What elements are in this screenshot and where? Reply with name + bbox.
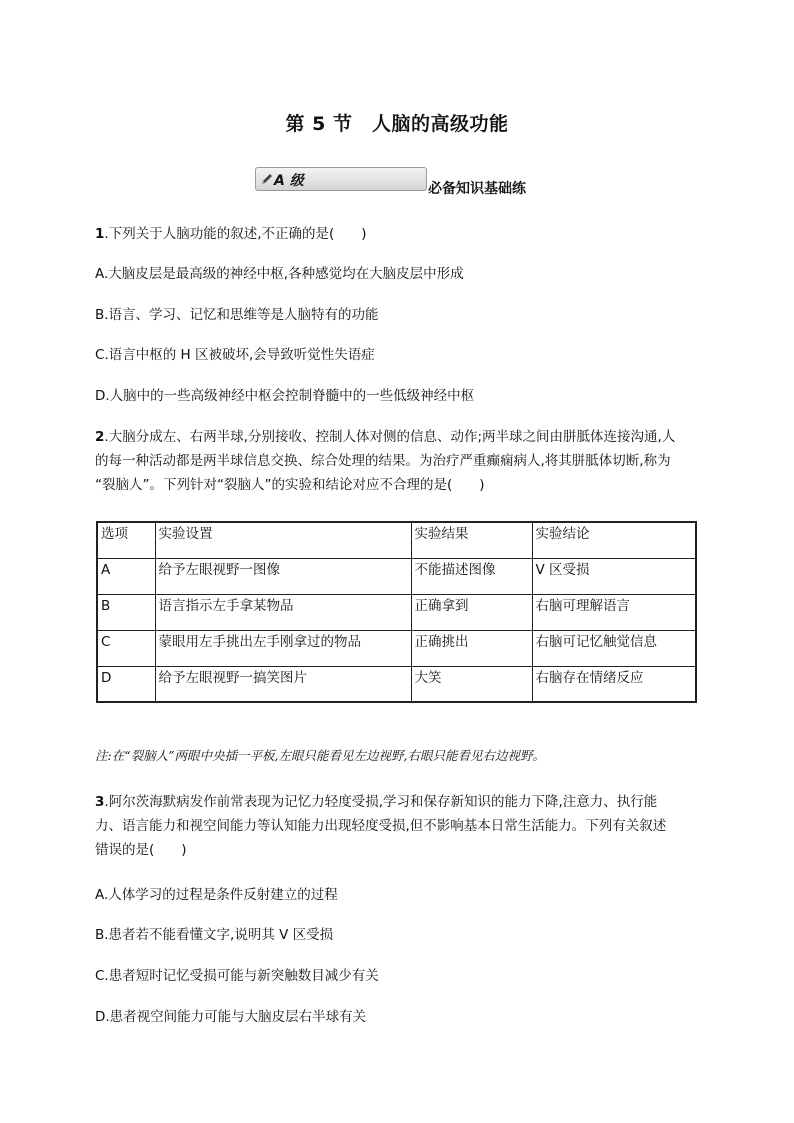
table-note: 注:在“裂脑人”两眼中央插一平板,左眼只能看见左边视野,右眼只能看见右边视野。 xyxy=(95,748,545,763)
table-header: 实验设置 xyxy=(155,522,411,558)
table-cell: 给予左眼视野一搞笑图片 xyxy=(155,666,411,702)
q1-option-a: A.大脑皮层是最高级的神经中枢,各种感觉均在大脑皮层中形成 xyxy=(95,266,464,282)
table-row xyxy=(97,594,696,630)
table-header: 选项 xyxy=(97,522,155,558)
table-cell: 右脑可理解语言 xyxy=(532,594,696,630)
q3-option-c: C.患者短时记忆受损可能与新突触数目减少有关 xyxy=(95,968,379,984)
pencil-icon xyxy=(260,172,274,186)
level-label: A 级 xyxy=(274,173,304,189)
q3-option-d: D.患者视空间能力可能与大脑皮层右半球有关 xyxy=(95,1009,367,1025)
table-cell: D xyxy=(97,666,155,702)
q1-option-b: B.语言、学习、记忆和思维等是人脑特有的功能 xyxy=(95,307,379,323)
table-header: 实验结论 xyxy=(532,522,696,558)
q1-option-d: D.人脑中的一些高级神经中枢会控制脊髓中的一些低级神经中枢 xyxy=(95,388,475,404)
table-cell: 给予左眼视野一图像 xyxy=(155,558,411,594)
table-cell: 右脑可记忆触觉信息 xyxy=(532,630,696,666)
table-row xyxy=(97,558,696,594)
table-cell: C xyxy=(97,630,155,666)
q1-number: 1 xyxy=(95,226,105,242)
q3-option-a: A.人体学习的过程是条件反射建立的过程 xyxy=(95,887,338,903)
q1-option-c: C.语言中枢的 H 区被破坏,会导致听觉性失语症 xyxy=(95,347,375,363)
level-subtitle: 必备知识基础练 xyxy=(428,181,526,197)
table-row xyxy=(97,630,696,666)
page-title: 第 5 节 人脑的高级功能 xyxy=(285,113,509,135)
table-cell: 正确拿到 xyxy=(411,594,532,630)
table-row xyxy=(97,666,696,702)
table-cell: 语言指示左手拿某物品 xyxy=(155,594,411,630)
table-cell: B xyxy=(97,594,155,630)
q3-stem: 3.阿尔茨海默病发作前常表现为记忆力轻度受损,学习和保存新知识的能力下降,注意力、执行能 力、语言能力和视空间能力等认知能力出现轻度受损,但不影响基本日常生活能力。下列有关叙述 错误的是( ) xyxy=(95,794,667,858)
experiment-table xyxy=(96,521,697,703)
table-cell: V 区受损 xyxy=(532,558,696,594)
table-cell: A xyxy=(97,558,155,594)
q1-stem: 1.下列关于人脑功能的叙述,不正确的是( ) xyxy=(95,226,367,242)
level-badge xyxy=(255,167,427,191)
table-cell: 正确挑出 xyxy=(411,630,532,666)
table-cell: 大笑 xyxy=(411,666,532,702)
q2-number: 2 xyxy=(95,429,105,445)
table-cell: 不能描述图像 xyxy=(411,558,532,594)
q3-number: 3 xyxy=(95,794,105,810)
table-header-row xyxy=(97,522,696,558)
q3-option-b: B.患者若不能看懂文字,说明其 V 区受损 xyxy=(95,927,334,943)
table-cell: 右脑存在情绪反应 xyxy=(532,666,696,702)
q2-stem: 2.大脑分成左、右两半球,分别接收、控制人体对侧的信息、动作;两半球之间由胼胝体连接沟通,人 的每一种活动都是两半球信息交换、综合处理的结果。为治疗严重癫痫病人,将其胼胝体切断,称为 “裂脑人”。下列针对“裂脑人”的实验和结论对应不合理的是( ) xyxy=(95,429,676,493)
table-cell: 蒙眼用左手挑出左手刚拿过的物品 xyxy=(155,630,411,666)
table-header: 实验结果 xyxy=(411,522,532,558)
